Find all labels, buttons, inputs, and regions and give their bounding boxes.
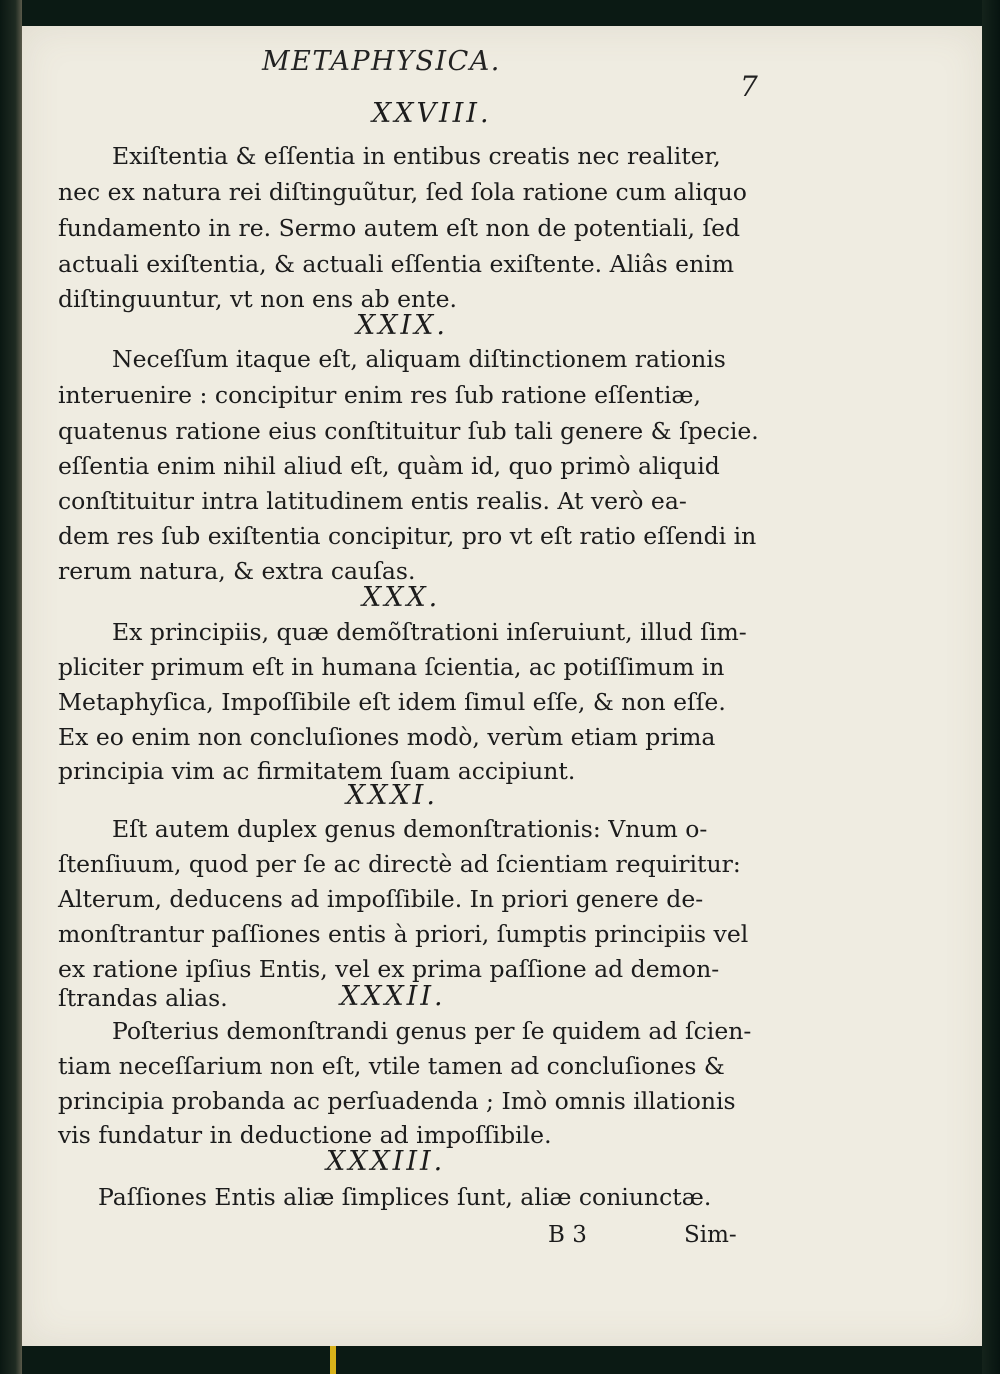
section-heading: XXX. xyxy=(362,582,441,613)
text-line: vis fundatur in deductione ad impoſſibile. xyxy=(58,1121,552,1149)
text-line: Ex eo enim non concluſiones modò, verùm etiam prima xyxy=(58,723,716,751)
text-line: diſtinguuntur, vt non ens ab ente. xyxy=(58,285,458,313)
text-line: ſtrandas alias. xyxy=(58,984,228,1012)
bookmark-ribbon xyxy=(330,1344,336,1374)
text-line: nec ex natura rei diſtinguũtur, ſed ſola ratione cum aliquo xyxy=(58,178,747,206)
section-heading: XXIX. xyxy=(356,310,448,341)
section-heading: XXXIII. xyxy=(326,1146,446,1177)
text-line: Exiſtentia & eſſentia in entibus creatis nec realiter, xyxy=(112,142,721,170)
text-line: pliciter primum eſt in humana ſcientia, ac potiſſimum in xyxy=(58,653,725,681)
text-line: principia vim ac firmitatem ſuam accipiunt. xyxy=(58,757,576,785)
text-line: conſtituitur intra latitudinem entis realis. At verò ea- xyxy=(58,487,687,515)
section-heading: XXXI. xyxy=(346,780,438,811)
text-line: Eſt autem duplex genus demonſtrationis: Vnum o- xyxy=(112,815,708,843)
text-line: fundamento in re. Sermo autem eſt non de potentiali, ſed xyxy=(58,214,741,242)
page-number: 7 xyxy=(740,70,758,103)
text-line: Metaphyſica, Impoſſibile eſt idem ſimul eſſe, & non eſſe. xyxy=(58,688,726,716)
text-line: Neceſſum itaque eſt, aliquam diſtinctionem rationis xyxy=(112,345,726,373)
book-outer-edge xyxy=(982,0,1000,1374)
catchword: Sim- xyxy=(684,1222,737,1248)
text-line: interuenire : concipitur enim res ſub ratione eſſentiæ, xyxy=(58,381,701,409)
text-line: actuali exiſtentia, & actuali eſſentia exiſtente. Aliâs enim xyxy=(58,250,735,278)
book-gutter-edge xyxy=(0,0,22,1374)
text-line: dem res ſub exiſtentia concipitur, pro vt eſt ratio eſſendi in xyxy=(58,522,757,550)
signature-mark: B 3 xyxy=(548,1222,587,1248)
text-line: Alterum, deducens ad impoſſibile. In priori genere de- xyxy=(58,885,704,913)
section-heading: XXVIII. xyxy=(372,98,492,129)
text-line: ex ratione ipſius Entis, vel ex prima paſſione ad demon- xyxy=(58,955,720,983)
text-line: monſtrantur paſſiones entis à priori, ſumptis principiis vel xyxy=(58,920,749,948)
text-line: Ex principiis, quæ demõſtrationi inſeruiunt, illud ſim- xyxy=(112,618,747,646)
text-line: principia probanda ac perſuadenda ; Imò omnis illationis xyxy=(58,1087,736,1115)
text-line: quatenus ratione eius conſtituitur ſub tali genere & ſpecie. xyxy=(58,417,759,445)
text-line: Poſterius demonſtrandi genus per ſe quidem ad ſcien- xyxy=(112,1017,752,1045)
text-line: Paſſiones Entis aliæ ſimplices ſunt, aliæ coniunctæ. xyxy=(98,1183,712,1211)
text-line: ſtenſiuum, quod per ſe ac directè ad ſcientiam requiritur: xyxy=(58,850,741,878)
section-heading: XXXII. xyxy=(340,981,446,1012)
running-head: METAPHYSICA. xyxy=(262,46,501,77)
text-line: rerum natura, & extra cauſas. xyxy=(58,557,416,585)
text-line: tiam neceſſarium non eſt, vtile tamen ad concluſiones & xyxy=(58,1052,725,1080)
text-line: eſſentia enim nihil aliud eſt, quàm id, quo primò aliquid xyxy=(58,452,720,480)
